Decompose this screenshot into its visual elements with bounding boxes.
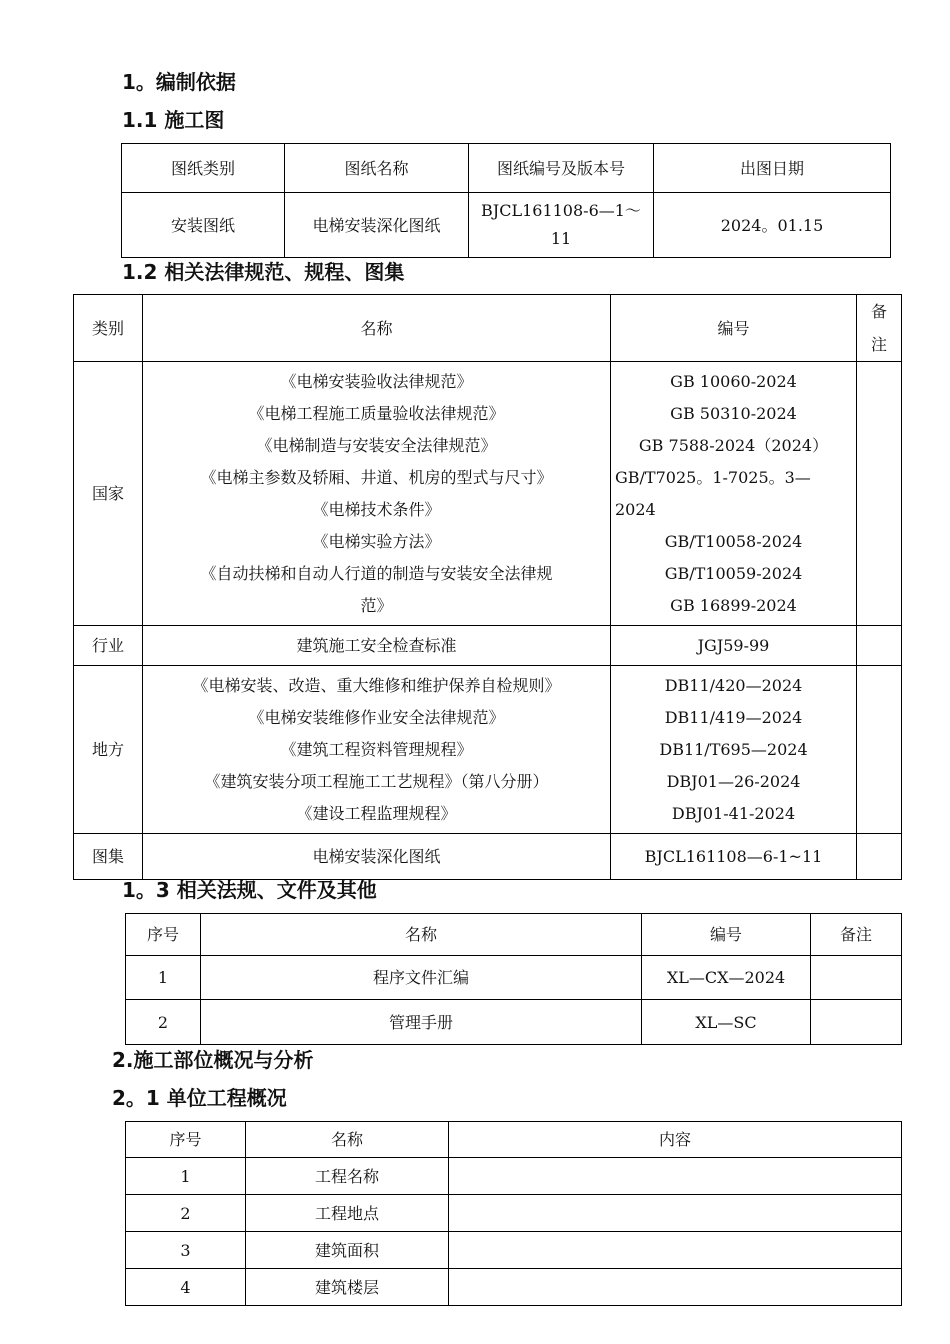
national-remarks [857,362,902,626]
row-name: 程序文件汇编 [201,956,642,1000]
row-no: 2 [126,1000,201,1045]
atlas-code: BJCL161108—6-1~11 [611,834,857,880]
national-codes: GB 10060-2024 GB 50310-2024 GB 7588-2024（2024） GB/T7025。1-7025。3— 2024 GB/T10058-2024 GB/T10059-2024 GB 16899-2024 [611,362,857,626]
header-name: 名称 [143,295,611,362]
local-category: 地方 [74,666,143,834]
row-name: 工程名称 [246,1158,449,1195]
row-code: XL—SC [642,1000,811,1045]
header-drawing-name: 图纸名称 [285,144,469,193]
header-remarks: 备注 [811,914,902,956]
issue-date-cell: 2024。01.15 [654,193,891,258]
table-row [126,1232,902,1269]
header-category: 类别 [74,295,143,362]
section-1-heading: 1。编制依据 [122,70,236,94]
row-no: 3 [126,1232,246,1269]
section-1-2-heading: 1.2 相关法律规范、规程、图集 [122,260,405,284]
header-issue-date: 出图日期 [654,144,891,193]
header-no: 序号 [126,914,201,956]
documents-table [125,913,902,1045]
regulations-table [73,294,902,880]
row-name: 建筑楼层 [246,1269,449,1306]
industry-name: 建筑施工安全检查标准 [143,626,611,666]
drawing-category-cell: 安装图纸 [122,193,285,258]
table-row [126,1158,902,1195]
project-overview-table [125,1121,902,1306]
table-row [126,1000,902,1045]
local-remarks [857,666,902,834]
local-names: 《电梯安装、改造、重大维修和维护保养自检规则》 《电梯安装维修作业安全法律规范》 《建筑工程资料管理规程》 《建筑安装分项工程施工工艺规程》（第八分册） 《建设工程监理规程》 [143,666,611,834]
industry-code: JGJ59-99 [611,626,857,666]
row-remarks [811,956,902,1000]
row-content [449,1269,902,1306]
row-content [449,1158,902,1195]
row-no: 1 [126,1158,246,1195]
header-drawing-category: 图纸类别 [122,144,285,193]
header-name: 名称 [246,1122,449,1158]
header-drawing-number: 图纸编号及版本号 [469,144,654,193]
row-name: 管理手册 [201,1000,642,1045]
row-remarks [811,1000,902,1045]
row-content [449,1232,902,1269]
section-2-1-heading: 2。1 单位工程概况 [112,1086,287,1110]
header-content: 内容 [449,1122,902,1158]
row-no: 1 [126,956,201,1000]
industry-category: 行业 [74,626,143,666]
local-codes: DB11/420—2024 DB11/419—2024 DB11/T695—2024 DBJ01—26-2024 DBJ01-41-2024 [611,666,857,834]
header-code: 编号 [642,914,811,956]
section-1-3-heading: 1。3 相关法规、文件及其他 [122,878,377,902]
row-name: 工程地点 [246,1195,449,1232]
national-names: 《电梯安装验收法律规范》 《电梯工程施工质量验收法律规范》 《电梯制造与安装安全法律规范》 《电梯主参数及轿厢、井道、机房的型式与尺寸》 《电梯技术条件》 《电梯实验方法》 《自动扶梯和自动人行道的制造与安装安全法律规 范》 [143,362,611,626]
table-row [126,1195,902,1232]
section-1-1-heading: 1.1 施工图 [122,108,225,132]
row-content [449,1195,902,1232]
header-no: 序号 [126,1122,246,1158]
drawing-name-cell: 电梯安装深化图纸 [285,193,469,258]
row-no: 4 [126,1269,246,1306]
atlas-name: 电梯安装深化图纸 [143,834,611,880]
atlas-remarks [857,834,902,880]
header-code: 编号 [611,295,857,362]
table-row [126,1269,902,1306]
row-no: 2 [126,1195,246,1232]
row-code: XL—CX—2024 [642,956,811,1000]
header-name: 名称 [201,914,642,956]
header-remarks: 备 注 [857,295,902,362]
industry-remarks [857,626,902,666]
atlas-category: 图集 [74,834,143,880]
row-name: 建筑面积 [246,1232,449,1269]
national-category: 国家 [74,362,143,626]
section-2-heading: 2.施工部位概况与分析 [112,1048,314,1072]
drawing-number-cell: BJCL161108-6—1～ 11 [469,193,654,258]
drawings-table [121,143,891,258]
table-row [126,956,902,1000]
